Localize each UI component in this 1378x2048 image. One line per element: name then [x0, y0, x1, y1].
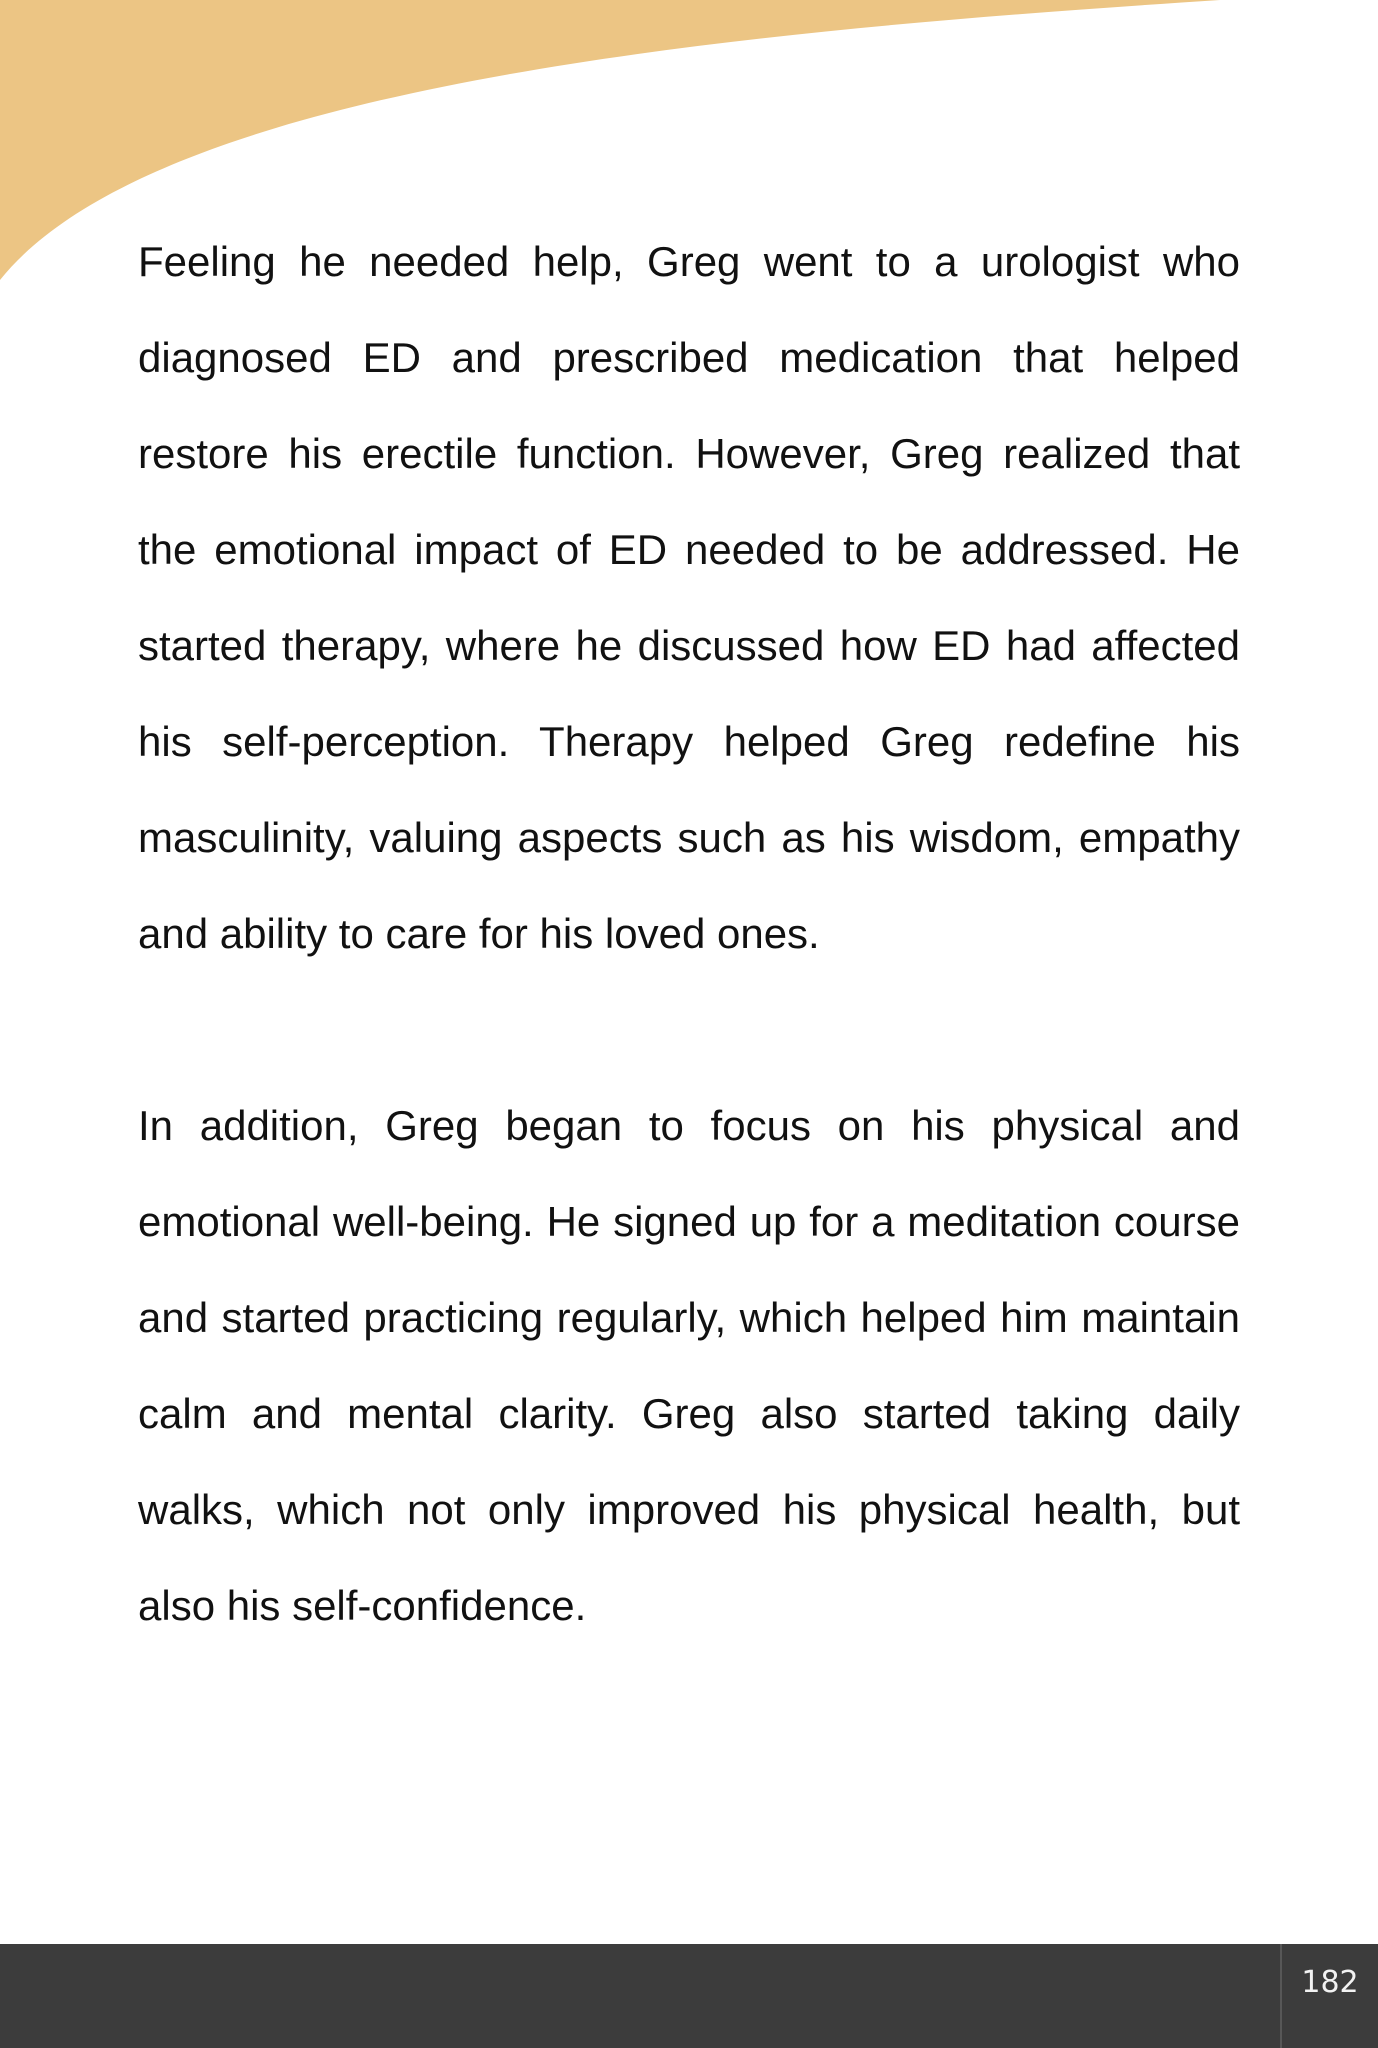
page-number: 182: [1301, 1964, 1359, 2000]
page-number-box: [1280, 1944, 1378, 2048]
paragraph-1: Feeling he needed help, Greg went to a urologist who diagnosed ED and prescribed medication that helped restore his erectile function. However, Greg realized that the emotional impact of ED needed to be addressed. He started therapy, where he discussed how ED had affected his self-perception. Therapy helped Greg redefine his masculinity, valuing aspects such as his wisdom, empathy and ability to care for his loved ones.: [138, 238, 1240, 957]
footer-bar: [0, 1944, 1378, 2048]
paragraph-2: In addition, Greg began to focus on his physical and emotional well-being. He signed up for a meditation course and started practicing regularly, which helped him maintain calm and mental clarity. Greg also started taking daily walks, which not only improved his physical health, but also his self-confidence.: [138, 1102, 1240, 1629]
page-body: [138, 214, 1240, 1654]
